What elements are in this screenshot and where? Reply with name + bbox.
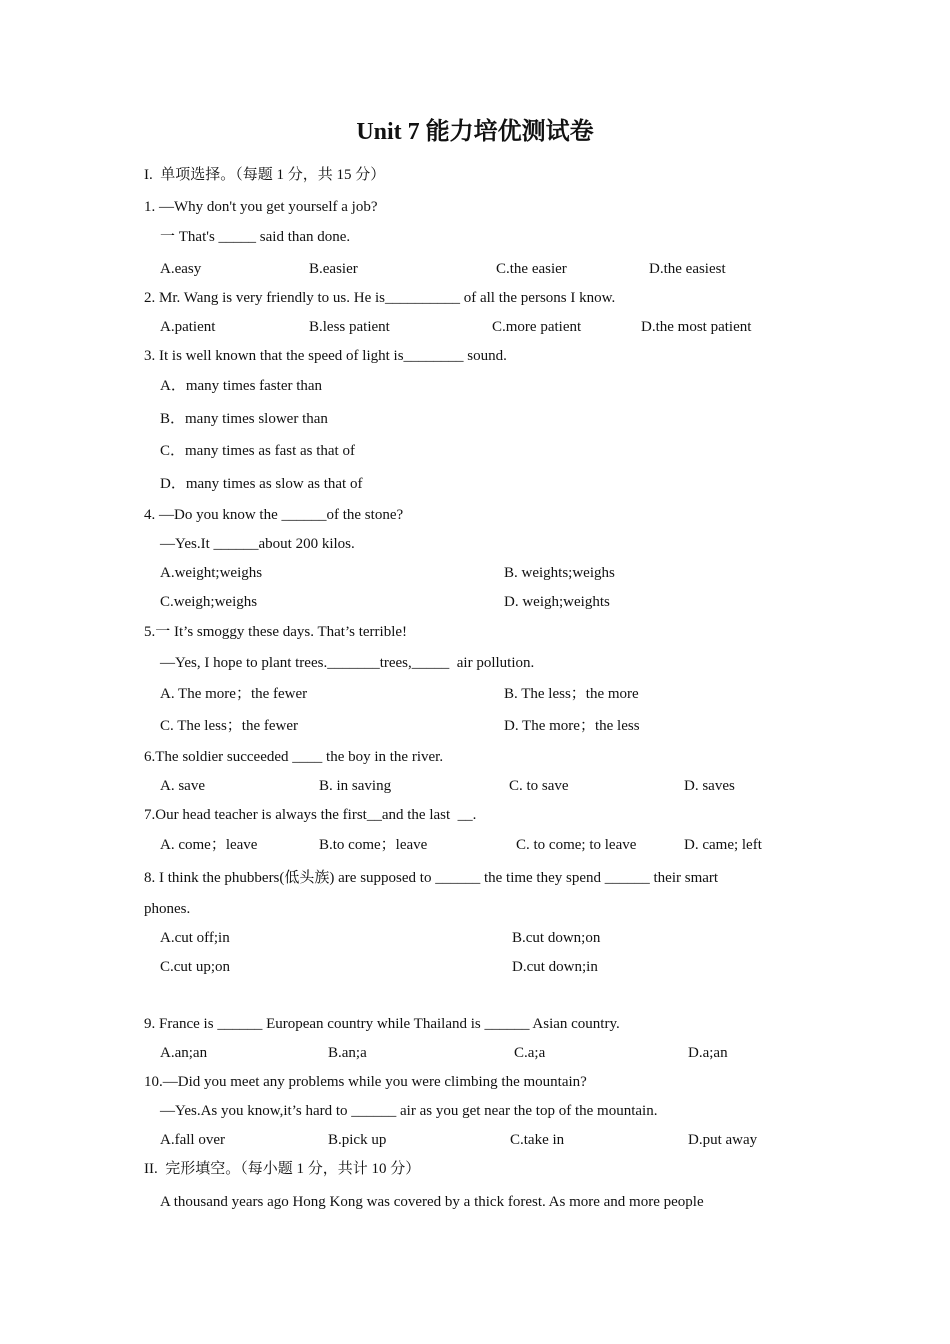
question-stem: 10.—Did you meet any problems while you were climbing the mountain? (144, 1074, 587, 1090)
question-stem: —Yes, I hope to plant trees._______trees,_____ air pollution. (160, 655, 535, 671)
option-b: B.an;a (328, 1045, 367, 1061)
question-stem: —Yes.As you know,it’s hard to ______ air as you get near the top of the mountain. (160, 1103, 658, 1119)
option-a: A.an;an (160, 1045, 208, 1061)
option-d: D.the most patient (641, 319, 752, 335)
option-d: D.put away (688, 1132, 758, 1148)
question-stem: 一 That's _____ said than done. (160, 229, 351, 245)
option-b: B. in saving (319, 778, 392, 794)
option-d: D.a;an (688, 1045, 728, 1061)
option-b: B.to come；leave (319, 837, 428, 853)
option-d: D. The more；the less (504, 718, 640, 734)
section-1-heading: I. 单项选择。（每题 1 分，共 15 分） (144, 167, 386, 183)
question-stem: phones. (144, 901, 191, 917)
option-b: B.cut down;on (512, 930, 601, 946)
option-d: D.cut down;in (512, 959, 598, 975)
option-c: C. to come; to leave (516, 837, 637, 853)
option-a: A.easy (160, 261, 202, 277)
option-a: A. save (160, 778, 205, 794)
option-b: B．many times slower than (160, 411, 328, 427)
option-b: B.pick up (328, 1132, 387, 1148)
option-c: C．many times as fast as that of (160, 443, 355, 459)
option-b: B. The less；the more (504, 686, 639, 702)
page-title: Unit 7 能力培优测试卷 (356, 119, 594, 145)
option-c: C. The less；the fewer (160, 718, 299, 734)
option-d: D. came; left (684, 837, 762, 853)
option-a: A.fall over (160, 1132, 225, 1148)
option-d: D．many times as slow as that of (160, 476, 363, 492)
option-a: A. come；leave (160, 837, 258, 853)
question-stem: 7.Our head teacher is always the first__and the last __. (144, 807, 477, 823)
option-a: A.patient (160, 319, 216, 335)
option-c: C.take in (510, 1132, 565, 1148)
option-c: C.weigh;weighs (160, 594, 258, 610)
option-c: C. to save (509, 778, 569, 794)
question-stem: 9. France is ______ European country while Thailand is ______ Asian country. (144, 1016, 620, 1032)
option-a: A.cut off;in (160, 930, 230, 946)
question-stem: 2. Mr. Wang is very friendly to us. He is__________ of all the persons I know. (144, 290, 616, 306)
question-stem: 3. It is well known that the speed of light is________ sound. (144, 348, 507, 364)
question-stem: 6.The soldier succeeded ____ the boy in the river. (144, 749, 444, 765)
option-d: D.the easiest (649, 261, 726, 277)
question-stem: 5.一 It’s smoggy these days. That’s terrible! (144, 624, 408, 640)
question-stem: 4. —Do you know the ______of the stone? (144, 507, 404, 523)
option-d: D. weigh;weights (504, 594, 610, 610)
option-c: C.cut up;on (160, 959, 230, 975)
question-stem: 1. —Why don't you get yourself a job? (144, 199, 378, 215)
option-b: B.easier (309, 261, 358, 277)
section-2-heading: II. 完形填空。（每小题 1 分，共计 10 分） (144, 1161, 421, 1177)
option-a: A.weight;weighs (160, 565, 263, 581)
passage-text: A thousand years ago Hong Kong was covered by a thick forest. As more and more people (160, 1194, 704, 1210)
option-b: B.less patient (309, 319, 390, 335)
question-stem: 8. I think the phubbers(低头族) are supposed to ______ the time they spend ______ their smart (144, 870, 719, 886)
option-a: A. The more；the fewer (160, 686, 308, 702)
option-a: A．many times faster than (160, 378, 323, 394)
option-c: C.the easier (496, 261, 567, 277)
option-c: C.more patient (492, 319, 582, 335)
option-c: C.a;a (514, 1045, 546, 1061)
option-b: B. weights;weighs (504, 565, 615, 581)
option-d: D. saves (684, 778, 735, 794)
question-stem: —Yes.It ______about 200 kilos. (160, 536, 355, 552)
